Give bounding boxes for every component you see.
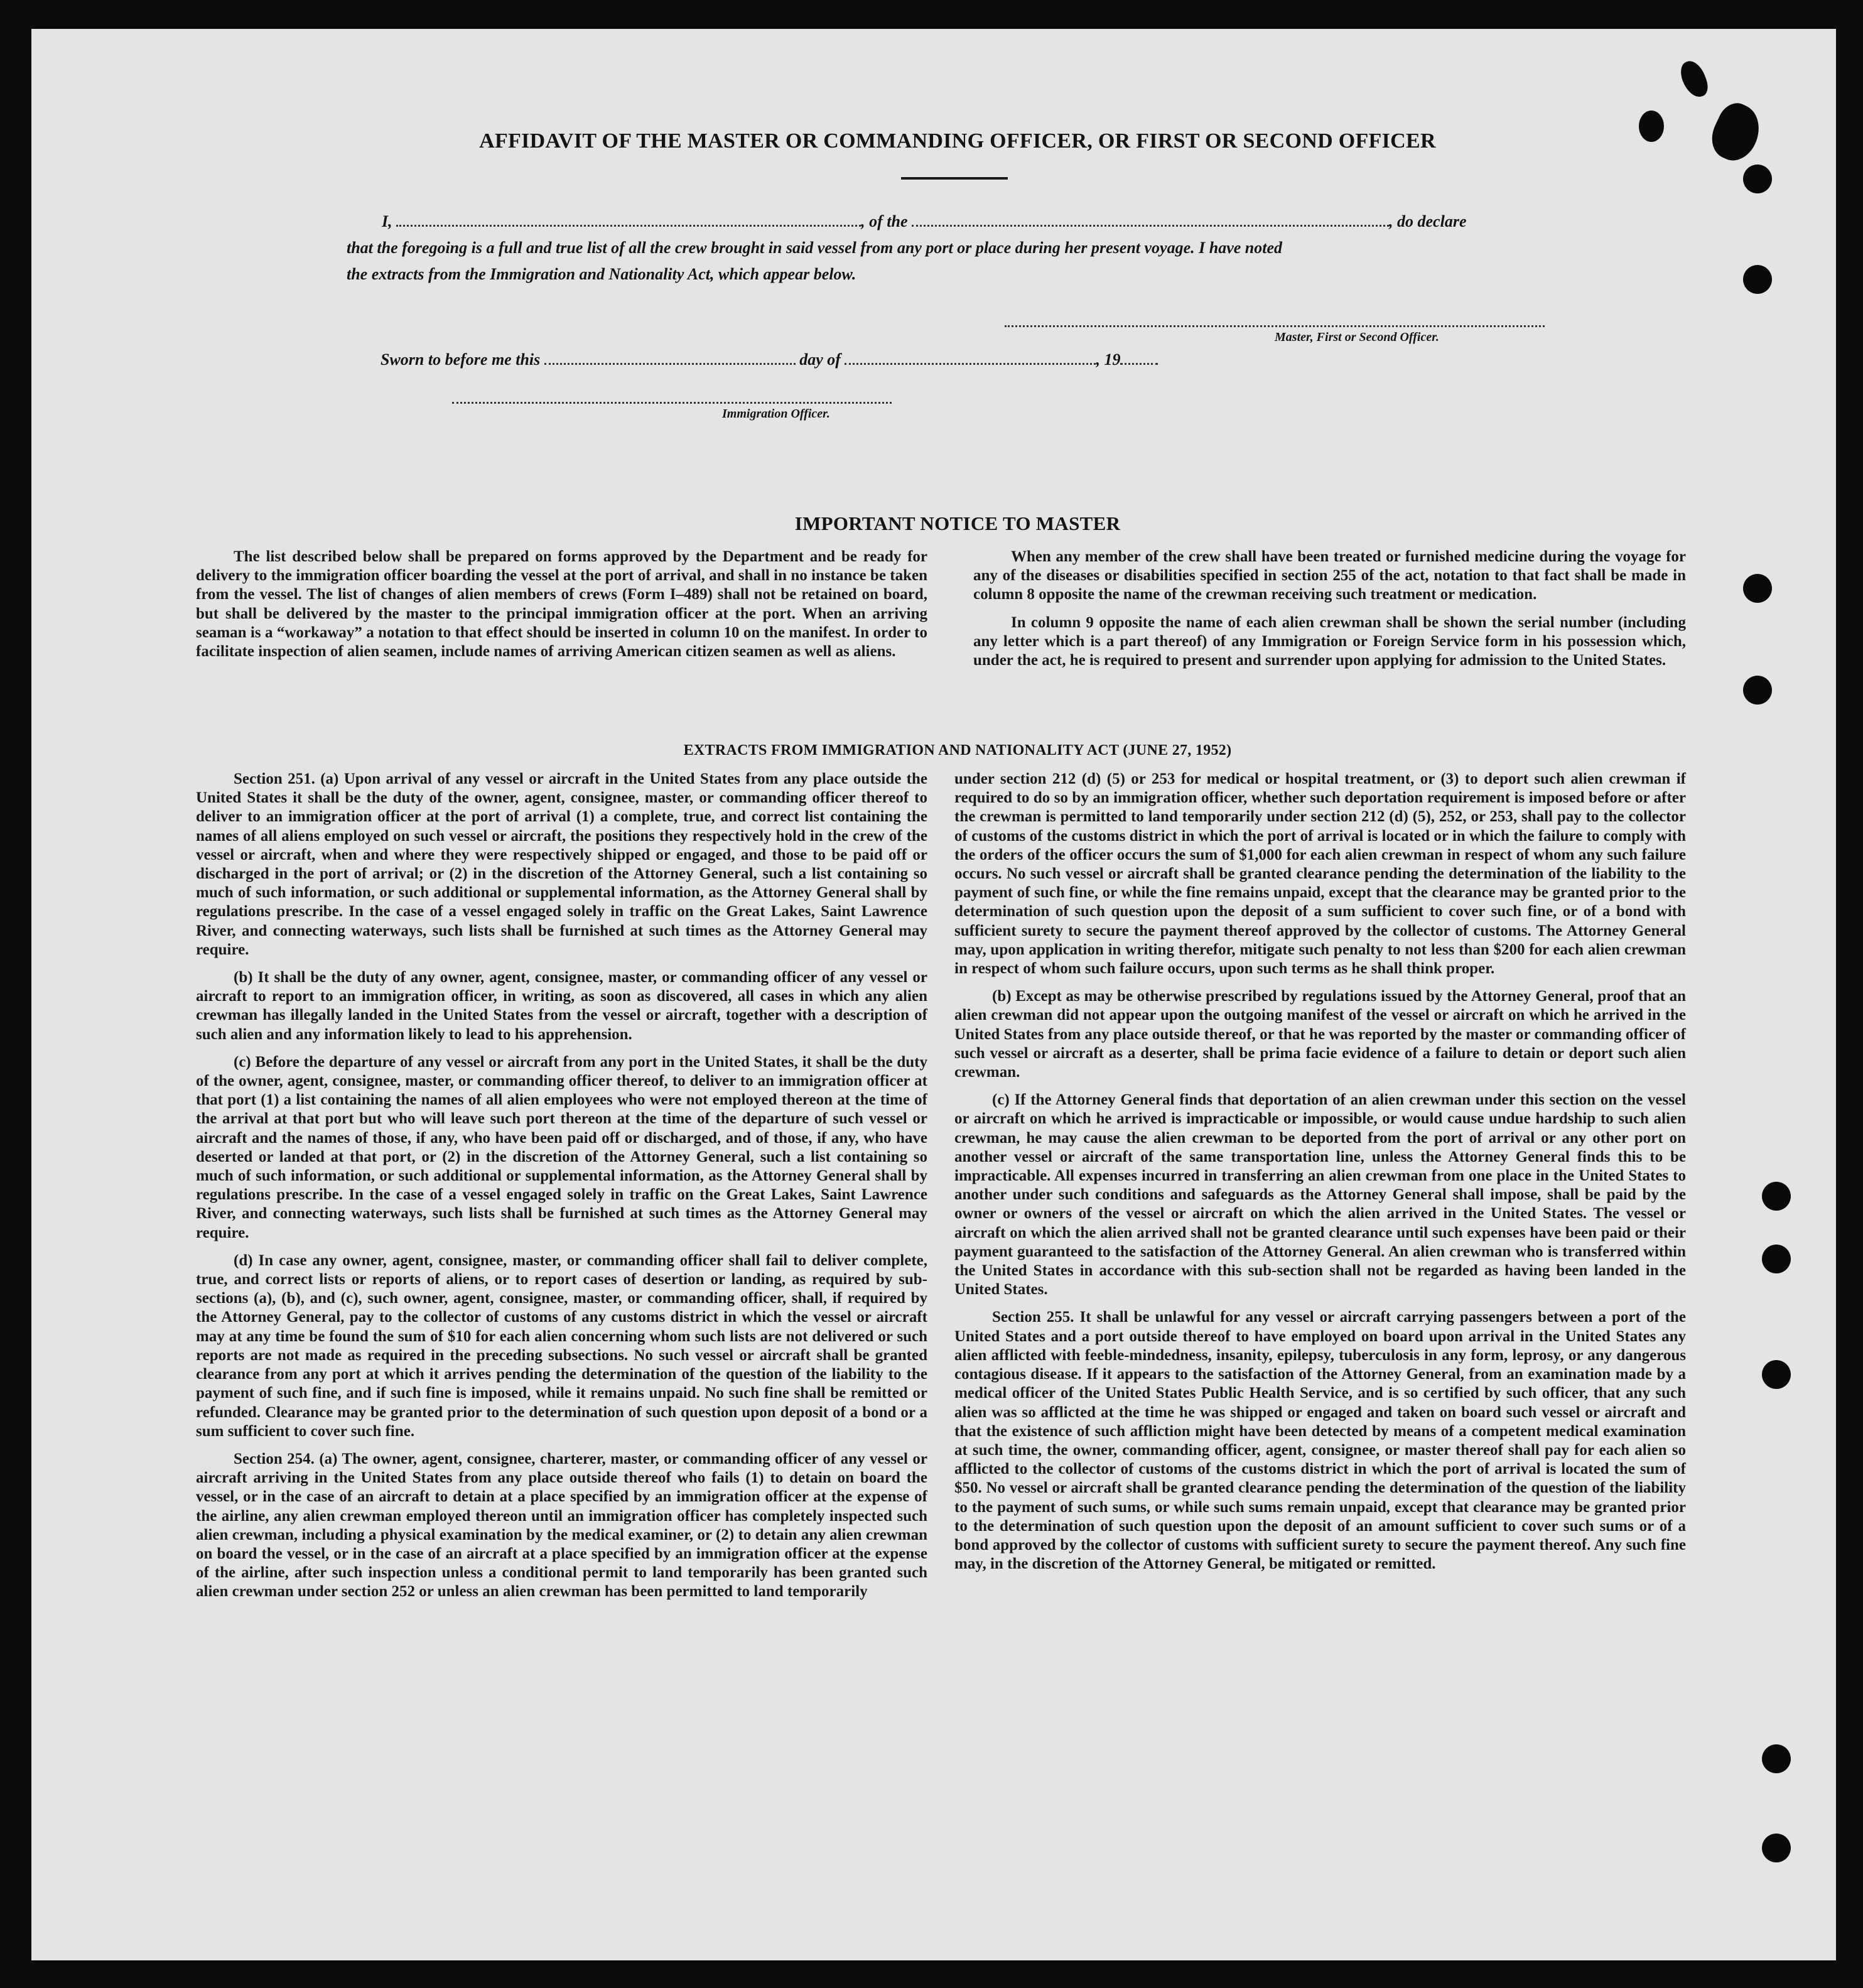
- sworn-mid: day of: [799, 350, 841, 369]
- punch-hole: [1762, 1245, 1791, 1273]
- section-255: Section 255. It shall be unlawful for any vessel or aircraft carrying passengers between a port of the United States and a port outside thereof to have employed on board upon arrival in the United States any alien afflicted with feeble-mindedness, insanity, epilepsy, tuberculosis in any form, leprosy, or any dangerous contagious disease. If it appears to the satisfaction of the Attorney General, from an examination made by a medical officer of the United States Public Health Service, and is so certified by such officer, that any such alien was so afflicted at the time he was shipped or engaged and taken on board such vessel or aircraft and that the existence of such affliction might have been detected by means of a competent medical examination at such time, the owner, commanding officer, agent, consignee, or master thereof shall pay for each alien so afflicted to the collector of customs of the customs district in which the port of arrival is located the sum of $50. No vessel or aircraft shall be granted clearance pending the determination of the question of the liability to the payment of such sums, or while such sums remain unpaid, except that clearance may be granted prior to the determination of such question upon the deposit of an amount sufficient to cover such sums or of a bond approved by the collector of customs with sufficient surety to secure the payment thereof. Any such fine may, in the discretion of the Attorney General, be mitigated or remitted.: [954, 1309, 1686, 1573]
- affidavit-line1-suffix: , do declare: [1389, 212, 1467, 230]
- extracts-title: EXTRACTS FROM IMMIGRATION AND NATIONALITY ACT (JUNE 27, 1952): [683, 742, 1232, 759]
- sworn-line: [381, 350, 1158, 369]
- immigration-officer-caption: Immigration Officer.: [722, 407, 830, 421]
- affidavit-line1-prefix: I,: [382, 212, 392, 230]
- title-underline: [901, 177, 1008, 180]
- vessel-name-field[interactable]: [912, 212, 1389, 227]
- affidavit-line-1: [382, 212, 1466, 231]
- ink-blot: [1677, 58, 1711, 101]
- sworn-month-field[interactable]: [845, 350, 1096, 365]
- punch-hole: [1762, 1360, 1791, 1389]
- section-254-a: Section 254. (a) The owner, agent, consignee, charterer, master, or commanding officer of any vessel or aircraft arriving in the United States from any place outside thereof who fails (1) to detain on board the vessel, or in the case of an aircraft to detain at a place specified by an immigration officer at the expense of the airline, any alien crewman employed thereon until an immigration officer has completely inspected such alien crewman, including a physical examination by the medical examiner, or (2) to detain any alien crewman on board the vessel, or in the case of an aircraft at a place specified by an immigration officer at the expense of the airline, after such inspection unless a conditional permit to land temporarily has been granted such alien crewman under section 252 or unless an alien crewman has been permitted to land temporarily: [196, 1450, 927, 1601]
- section-251-d: (d) In case any owner, agent, consignee, master, or commanding officer shall fail to deliver complete, true, and correct lists or reports of aliens, or to report cases of desertion or landing, as required by sub-sections (a), (b), and (c), such owner, agent, consignee, master, or commanding officer, shall, if required by the Attorney General, pay to the collector of customs of any customs district in which the vessel or aircraft may at any time be found the sum of $10 for each alien concerning whom such lists are not delivered or such reports are not made as required in the preceding subsections. No such vessel or aircraft shall be granted clearance from any port at which it arrives pending the determination of the question of the liability to the payment of such fine, and if such fine is imposed, while it remains unpaid. No such fine shall be remitted or refunded. Clearance may be granted prior to the determination of such question upon deposit of a bond or a sum sufficient to cover such fine.: [196, 1251, 927, 1440]
- notice-right-column: [973, 548, 1686, 670]
- extracts-left-column: [196, 770, 927, 1602]
- notice-right-paragraph-2: In column 9 opposite the name of each alien crewman shall be shown the serial number (including any letter which is a part thereof) of any Immigration or Foreign Service form in his possession which, under the act, he is required to present and surrender upon applying for admission to the United States.: [973, 613, 1686, 669]
- punch-hole: [1743, 165, 1772, 193]
- sworn-suffix: , 19: [1096, 350, 1121, 369]
- affidavit-line1-mid: , of the: [861, 212, 908, 230]
- notice-right-paragraph-1: When any member of the crew shall have been treated or furnished medicine during the voyage for any of the diseases or disabilities specified in section 255 of the act, notation to that fact shall be made in column 8 opposite the name of the crewman receiving such treatment or medication.: [973, 548, 1686, 603]
- section-254-c: (c) If the Attorney General finds that deportation of an alien crewman under this section on the vessel or aircraft on which he arrived is impracticable or impossible, or would cause undue hardship to such alien crewman, he may cause the alien crewman to be deported from the port of arrival or any other port on another vessel or aircraft of the same transportation line, unless the Attorney General finds this to be impracticable. All expenses incurred in transferring an alien crewman from one place in the United States to another under such conditions and safeguards as the Attorney General shall impose, shall be paid by the owner or owners of the vessel or aircraft on which the alien arrived in the United States. The vessel or aircraft on which the alien arrived shall not be granted clearance until such expenses have been paid or their payment guaranteed to the satisfaction of the Attorney General. An alien crewman who is transferred within the United States in accordance with this sub-section shall not be regarded as having been landed in the United States.: [954, 1091, 1686, 1299]
- affidavit-title: AFFIDAVIT OF THE MASTER OR COMMANDING OFFICER, OR FIRST OR SECOND OFFICER: [479, 129, 1436, 153]
- sworn-year-field[interactable]: [1120, 350, 1158, 365]
- section-251-b: (b) It shall be the duty of any owner, agent, consignee, master, or commanding officer of any vessel or aircraft to report to an immigration officer, in writing, as soon as discovered, all cases in which any alien crewman has illegally landed in the United States from the vessel or aircraft, together with a description of such alien and any information likely to lead to his apprehension.: [196, 969, 927, 1043]
- punch-hole: [1743, 574, 1772, 603]
- section-251-c: (c) Before the departure of any vessel or aircraft from any port in the United States, it shall be the duty of the owner, agent, consignee, master, or commanding officer thereof, to deliver to an immigration officer at that port (1) a list containing the names of all alien employees who were not employed thereon at the time of the arrival at that port but who will leave such port thereon at the time of the departure of such vessel or aircraft and the names of those, if any, who have been paid off or discharged, and of those, if any, who have deserted or landed at that port, or (2) in the discretion of the Attorney General, such a list containing so much of such information, or such additional or supplemental information, as the Attorney General shall by regulations prescribe. In the case of a vessel engaged solely in traffic on the Great Lakes, Saint Lawrence River, and connecting waterways, such lists shall be furnished at such times as the Attorney General may require.: [196, 1053, 927, 1241]
- sworn-day-field[interactable]: [544, 350, 796, 365]
- master-signature-caption: Master, First or Second Officer.: [1275, 330, 1439, 344]
- punch-hole: [1762, 1744, 1791, 1773]
- section-254-a-continued: under section 212 (d) (5) or 253 for medical or hospital treatment, or (3) to deport such alien crewman if required to do so by an immigration officer, whether such deportation requirement is imposed before or after the crewman is permitted to land temporarily under section 212 (d) (5), 252, or 253, shall pay to the collector of customs of the customs district in which the port of arrival is located or in which the failure to comply with the orders of the officer occurs the sum of $1,000 for each alien crewman in respect of whom any such failure occurs. No such vessel or aircraft shall be granted clearance pending the determination of the liability to the payment of such fine, or while the fine remains unpaid, except that the clearance may be granted prior to the determination of such question upon the deposit of a sum sufficient to cover such fine, or of a bond with sufficient surety to secure the payment thereof approved by the collector of customs. The Attorney General may, upon application in writing therefor, mitigate such penalty to not less than $200 for each alien crewman in respect of whom such failure occurs, upon such terms as he shall think proper.: [954, 770, 1686, 978]
- section-251-a: Section 251. (a) Upon arrival of any vessel or aircraft in the United States from any place outside the United States it shall be the duty of the owner, agent, consignee, master, or commanding officer thereof to deliver to an immigration officer at the port of arrival (1) a complete, true, and correct list containing the names of all aliens employed on such vessel or aircraft, the positions they respectively hold in the crew of the vessel or aircraft, when and where they were respectively shipped or engaged, and those to be paid off or discharged in the port of arrival; or (2) in the discretion of the Attorney General, such a list containing so much of such information, or such additional or supplemental information, as the Attorney General shall by regulations prescribe. In the case of a vessel engaged solely in traffic on the Great Lakes, Saint Lawrence River, and connecting waterways, such lists shall be furnished at such times as the Attorney General may require.: [196, 770, 927, 958]
- notice-left-column: [196, 548, 927, 661]
- declarant-name-field[interactable]: [396, 212, 861, 227]
- section-254-b: (b) Except as may be otherwise prescribed by regulations issued by the Attorney General, proof that an alien crewman did not appear upon the outgoing manifest of the vessel or aircraft on which he arrived in the United States from any place outside thereof, or that he was reported by the master or commanding officer of such vessel or aircraft as a deserter, shall be prima facie evidence of a failure to detain or deport such alien crewman.: [954, 988, 1686, 1081]
- immigration-officer-signature-line[interactable]: [452, 402, 892, 404]
- punch-hole: [1743, 265, 1772, 294]
- master-signature-line[interactable]: [1005, 325, 1545, 327]
- notice-left-paragraph: The list described below shall be prepared on forms approved by the Department and be ready for delivery to the immigration officer boarding the vessel at the port of arrival, and shall in no instance be taken from the vessel. The list of changes of alien members of crews (Form I–489) shall not be retained on board, but shall be delivered by the master to the principal immigration officer at the port. When an arriving seaman is a “workaway” a notation to that effect should be inserted in column 10 on the manifest. In order to facilitate inspection of alien seamen, include names of arriving American citizen seamen as well as aliens.: [196, 548, 927, 661]
- punch-hole: [1762, 1182, 1791, 1211]
- punch-hole: [1743, 676, 1772, 705]
- affidavit-line-2: that the foregoing is a full and true list of all the crew brought in said vessel from any port or place during her present voyage. I have noted: [347, 239, 1283, 257]
- notice-title: IMPORTANT NOTICE TO MASTER: [794, 512, 1121, 534]
- punch-hole: [1762, 1834, 1791, 1862]
- ink-blot: [1704, 97, 1768, 167]
- affidavit-line-3: the extracts from the Immigration and Nationality Act, which appear below.: [347, 265, 856, 283]
- document-page: [31, 29, 1836, 1960]
- sworn-prefix: Sworn to before me this: [381, 350, 541, 369]
- ink-blot: [1639, 111, 1664, 142]
- extracts-right-column: [954, 770, 1686, 1574]
